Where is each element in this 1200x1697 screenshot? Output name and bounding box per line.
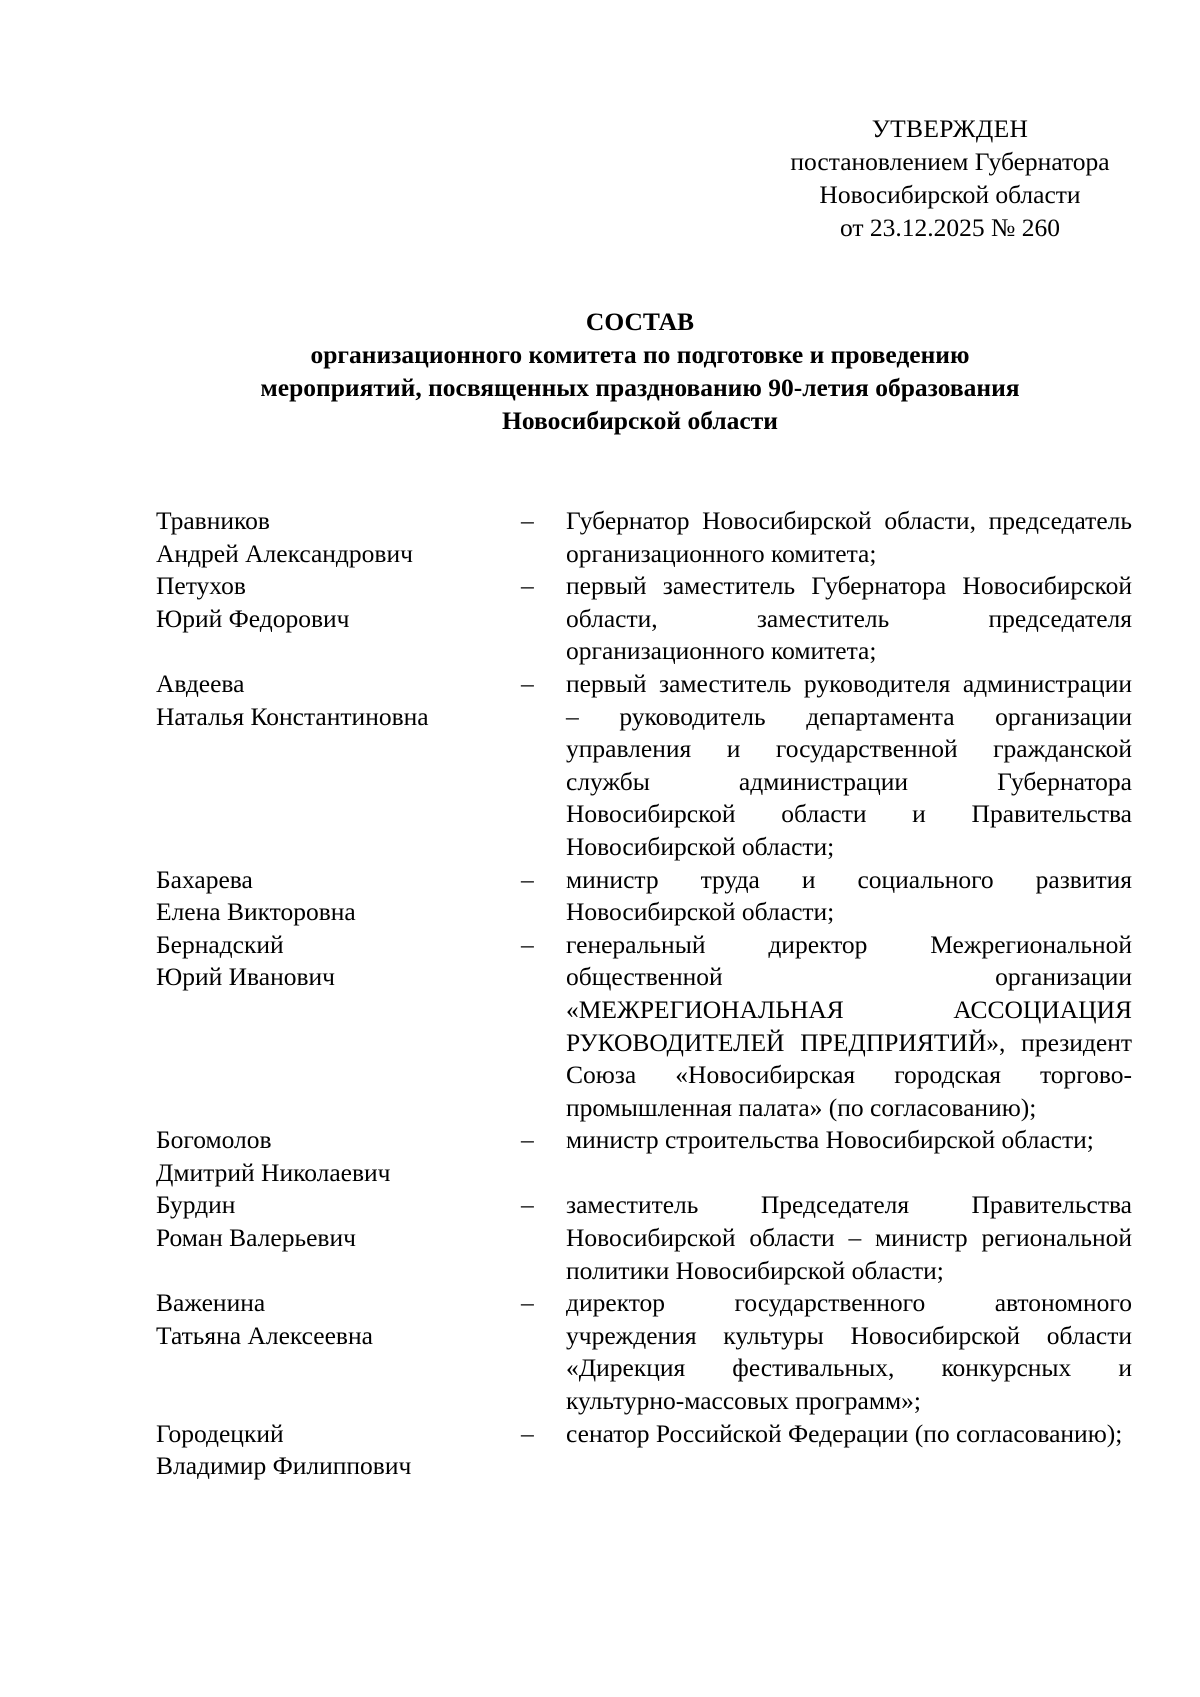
members-list: [156, 505, 1136, 1483]
member-position: первый заместитель Губернатора Новосибирской области, заместитель председателя организационного комитета;: [566, 571, 1132, 666]
approval-line-1: постановлением Губернатора: [790, 147, 1110, 176]
member-surname: Бахарева: [156, 864, 253, 894]
member-given-names: Татьяна Алексеевна: [156, 1320, 373, 1350]
member-name: [156, 1418, 516, 1483]
member-row: [156, 570, 1136, 668]
member-name: [156, 570, 516, 635]
member-row: [156, 1189, 1136, 1287]
approval-title: УТВЕРЖДЕН: [871, 114, 1029, 143]
member-name: [156, 1189, 516, 1254]
dash-separator: –: [521, 1288, 534, 1318]
member-given-names: Юрий Иванович: [156, 962, 335, 992]
heading-line-2: мероприятий, посвященных празднованию 90-летия образования: [260, 373, 1020, 402]
member-surname: Бернадский: [156, 929, 284, 959]
member-position: заместитель Председателя Правительства Новосибирской области – министр региональной политики Новосибирской области;: [566, 1190, 1132, 1285]
member-given-names: Роман Валерьевич: [156, 1223, 356, 1253]
dash-separator: –: [521, 1418, 534, 1448]
member-given-names: Наталья Константиновна: [156, 701, 429, 731]
member-position: министр труда и социального развития Новосибирской области;: [566, 864, 1132, 927]
member-row: [156, 864, 1136, 929]
member-position: Губернатор Новосибирской области, председатель организационного комитета;: [566, 506, 1132, 568]
dash-separator: –: [521, 929, 534, 959]
member-row: [156, 1418, 1136, 1483]
member-given-names: Дмитрий Николаевич: [156, 1157, 391, 1187]
approval-stamp: [770, 112, 1130, 244]
member-surname: Богомолов: [156, 1125, 272, 1155]
member-name: [156, 1124, 516, 1189]
member-name: [156, 668, 516, 733]
member-position: сенатор Российской Федерации (по согласованию);: [566, 1418, 1123, 1448]
dash-separator: –: [521, 1190, 534, 1220]
member-name: [156, 929, 516, 994]
member-name: [156, 1287, 516, 1352]
member-surname: Важенина: [156, 1288, 266, 1318]
approval-line-2: Новосибирской области: [819, 180, 1081, 209]
member-name: [156, 505, 516, 570]
member-given-names: Юрий Федорович: [156, 603, 350, 633]
member-row: [156, 929, 1136, 1125]
member-surname: Петухов: [156, 571, 246, 601]
dash-separator: –: [521, 571, 534, 601]
document-heading: [150, 305, 1130, 437]
member-row: [156, 1287, 1136, 1417]
dash-separator: –: [521, 1125, 534, 1155]
member-position: генеральный директор Межрегиональной общественной организации «МЕЖРЕГИОНАЛЬНАЯ АССОЦИАЦИЯ РУКОВОДИТЕЛЕЙ ПРЕДПРИЯТИЙ», президент Союза «Новосибирская городская торгово-промышленная палата» (по согласованию);: [566, 929, 1132, 1122]
member-position: министр строительства Новосибирской области;: [566, 1125, 1094, 1155]
member-given-names: Андрей Александрович: [156, 538, 413, 568]
member-position: директор государственного автономного учреждения культуры Новосибирской области «Дирекция фестивальных, конкурсных и культурно-массовых программ»;: [566, 1288, 1132, 1416]
member-given-names: Владимир Филиппович: [156, 1451, 412, 1481]
dash-separator: –: [521, 668, 534, 698]
member-name: [156, 864, 516, 929]
document-title: СОСТАВ: [585, 307, 695, 336]
member-surname: Авдеева: [156, 668, 245, 698]
member-row: [156, 668, 1136, 864]
member-surname: Травников: [156, 506, 270, 535]
member-surname: Бурдин: [156, 1190, 236, 1220]
member-row: [156, 1124, 1136, 1189]
member-position: первый заместитель руководителя администрации – руководитель департамента организации управления и государственной гражданской службы администрации Губернатора Новосибирской области и Правительства Новосибирской области;: [566, 668, 1132, 861]
dash-separator: –: [521, 506, 534, 535]
heading-line-3: Новосибирской области: [502, 406, 778, 435]
dash-separator: –: [521, 864, 534, 894]
heading-line-1: организационного комитета по подготовке и проведению: [310, 340, 970, 369]
member-surname: Городецкий: [156, 1418, 284, 1448]
member-given-names: Елена Викторовна: [156, 897, 356, 927]
member-row: [156, 505, 1136, 570]
approval-date-number: от 23.12.2025 № 260: [839, 213, 1060, 242]
